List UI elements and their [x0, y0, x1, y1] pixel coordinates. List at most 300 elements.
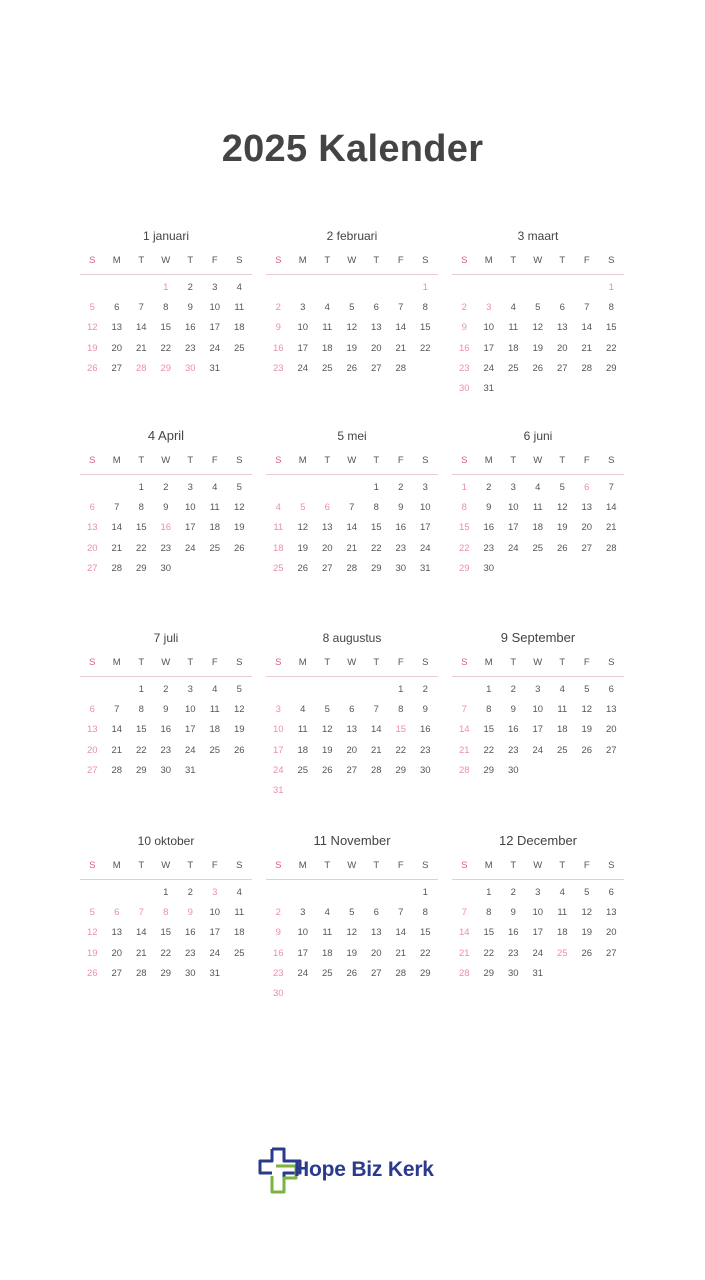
day-cell: 26 — [581, 947, 593, 959]
weekday-label: S — [608, 455, 615, 466]
day-cell: 13 — [370, 927, 382, 939]
week-row — [80, 559, 252, 579]
day-cell: 3 — [212, 887, 218, 898]
weekday-label: F — [583, 860, 590, 871]
day-cell: 16 — [184, 322, 196, 334]
day-cell: 20 — [321, 542, 333, 554]
day-cell: 16 — [507, 927, 519, 939]
day-cell: 9 — [461, 322, 467, 334]
weekday-header — [80, 252, 252, 275]
week-row — [266, 720, 438, 740]
day-cell: 2 — [422, 684, 428, 695]
day-cell: 24 — [483, 362, 495, 374]
day-cell: 16 — [272, 342, 284, 354]
day-cell — [452, 883, 477, 903]
day-cell: 7 — [461, 704, 467, 716]
day-cell: 1 — [138, 482, 144, 493]
day-cell — [550, 559, 575, 579]
day-cell: 3 — [275, 704, 281, 716]
day-cell: 3 — [300, 302, 306, 314]
day-cell: 7 — [138, 302, 144, 314]
day-cell — [526, 559, 551, 579]
day-cell — [178, 559, 203, 579]
day-cell: 17 — [209, 322, 221, 334]
day-cell: 15 — [160, 322, 172, 334]
day-cell: 21 — [581, 342, 593, 354]
day-cell: 19 — [86, 947, 98, 959]
day-cell: 26 — [556, 542, 568, 554]
day-cell: 15 — [419, 927, 431, 939]
day-cell: 7 — [584, 302, 590, 314]
day-cell: 27 — [556, 362, 568, 374]
day-cell: 22 — [483, 947, 495, 959]
weekday-label: S — [422, 455, 429, 466]
month-calendar — [452, 428, 624, 579]
day-cell: 27 — [321, 562, 333, 574]
weekday-header — [452, 857, 624, 880]
month-name: 7 juli — [153, 631, 179, 645]
week-row — [80, 359, 252, 379]
day-cell: 23 — [507, 744, 519, 756]
day-cell — [501, 278, 526, 298]
week-row — [80, 539, 252, 559]
day-cell: 26 — [86, 362, 98, 374]
day-cell: 14 — [395, 322, 407, 334]
weekday-header — [266, 252, 438, 275]
day-cell — [413, 781, 438, 801]
day-cell: 13 — [321, 522, 333, 534]
weekday-label: M — [484, 657, 493, 668]
day-cell: 24 — [532, 947, 544, 959]
day-cell: 8 — [138, 502, 144, 514]
day-cell: 20 — [111, 342, 123, 354]
day-cell: 23 — [160, 744, 172, 756]
week-row — [80, 518, 252, 538]
weekday-label: S — [422, 255, 429, 266]
weekday-label: S — [236, 455, 243, 466]
day-cell: 1 — [486, 887, 492, 898]
weekday-label: W — [533, 255, 543, 266]
weekday-label: W — [533, 657, 543, 668]
day-cell — [550, 964, 575, 984]
week-row — [266, 298, 438, 318]
day-cell: 2 — [163, 684, 169, 695]
week-row — [452, 498, 624, 518]
day-cell: 15 — [135, 724, 147, 736]
day-cell: 6 — [114, 907, 120, 919]
weekday-label: T — [187, 657, 194, 668]
day-cell: 27 — [111, 967, 123, 979]
day-cell: 25 — [556, 744, 568, 756]
weekday-label: S — [275, 657, 282, 668]
day-cell: 22 — [160, 342, 172, 354]
day-cell — [389, 984, 414, 1004]
day-cell: 27 — [111, 362, 123, 374]
day-cell: 8 — [608, 302, 614, 314]
month-calendar — [452, 228, 624, 399]
day-cell: 3 — [486, 302, 492, 314]
day-cell: 4 — [236, 887, 242, 898]
day-cell: 16 — [507, 724, 519, 736]
week-row — [452, 318, 624, 338]
day-cell: 23 — [272, 967, 284, 979]
day-cell: 29 — [419, 967, 431, 979]
day-cell: 11 — [234, 302, 245, 314]
day-cell: 28 — [370, 764, 382, 776]
day-cell: 28 — [458, 764, 470, 776]
weekday-label: T — [138, 455, 145, 466]
day-cell — [129, 883, 154, 903]
day-cell: 1 — [608, 282, 614, 293]
day-cell: 25 — [321, 967, 333, 979]
weekday-label: W — [161, 455, 171, 466]
day-cell: 18 — [556, 927, 568, 939]
day-cell: 20 — [370, 342, 382, 354]
week-row — [266, 944, 438, 964]
month-name: 4 April — [147, 428, 185, 443]
day-cell: 5 — [584, 887, 590, 898]
day-cell — [105, 478, 130, 498]
day-cell: 28 — [135, 967, 147, 979]
weekday-label: M — [484, 255, 493, 266]
day-cell: 7 — [461, 907, 467, 919]
day-cell: 27 — [581, 542, 593, 554]
day-cell: 28 — [458, 967, 470, 979]
day-cell: 22 — [395, 744, 407, 756]
week-row — [452, 379, 624, 399]
weekday-label: S — [89, 455, 96, 466]
day-cell — [575, 964, 600, 984]
day-cell: 3 — [422, 482, 428, 493]
day-cell: 14 — [346, 522, 358, 534]
day-cell: 10 — [209, 302, 221, 314]
weekday-header — [266, 654, 438, 677]
day-cell: 4 — [300, 704, 306, 716]
day-cell: 26 — [86, 967, 98, 979]
day-cell: 18 — [209, 724, 221, 736]
day-cell: 6 — [89, 704, 95, 716]
day-cell: 2 — [461, 302, 467, 314]
day-cell: 5 — [236, 482, 242, 493]
day-cell: 8 — [422, 302, 428, 314]
day-cell: 16 — [458, 342, 470, 354]
day-cell: 19 — [532, 342, 544, 354]
day-cell: 19 — [346, 342, 358, 354]
day-cell: 13 — [605, 907, 617, 919]
day-cell: 9 — [275, 322, 281, 334]
weekday-label: F — [211, 455, 218, 466]
day-cell: 24 — [184, 744, 196, 756]
day-cell: 21 — [135, 947, 147, 959]
day-cell: 22 — [135, 542, 147, 554]
day-cell: 10 — [184, 704, 196, 716]
day-cell: 6 — [114, 302, 120, 314]
day-cell: 29 — [370, 562, 382, 574]
week-row — [266, 680, 438, 700]
day-cell: 24 — [419, 542, 431, 554]
weekday-label: S — [275, 455, 282, 466]
day-cell: 18 — [507, 342, 519, 354]
week-row — [266, 339, 438, 359]
weekday-label: T — [559, 860, 566, 871]
month-calendar — [452, 630, 624, 781]
day-cell: 31 — [184, 764, 196, 776]
day-cell — [291, 478, 316, 498]
day-cell: 2 — [187, 282, 193, 293]
week-row — [80, 883, 252, 903]
day-cell: 4 — [559, 684, 565, 695]
day-cell: 5 — [89, 907, 95, 919]
day-cell — [389, 781, 414, 801]
weekday-label: T — [373, 455, 380, 466]
day-cell: 10 — [483, 322, 495, 334]
day-cell: 24 — [532, 744, 544, 756]
day-cell — [389, 883, 414, 903]
day-cell: 7 — [138, 907, 144, 919]
day-cell: 20 — [605, 724, 617, 736]
weekday-label: W — [347, 455, 357, 466]
weekday-label: F — [397, 657, 404, 668]
day-cell: 3 — [300, 907, 306, 919]
day-cell: 17 — [272, 744, 284, 756]
week-row — [80, 720, 252, 740]
day-cell: 20 — [556, 342, 568, 354]
day-cell: 11 — [209, 502, 220, 514]
weekday-header — [80, 654, 252, 677]
week-row — [80, 944, 252, 964]
week-row — [266, 781, 438, 801]
day-cell — [315, 278, 340, 298]
weekday-label: S — [461, 657, 468, 668]
day-cell: 6 — [559, 302, 565, 314]
day-cell — [526, 278, 551, 298]
day-cell: 13 — [111, 322, 123, 334]
day-cell: 6 — [324, 502, 330, 514]
month-name: 8 augustus — [322, 631, 382, 645]
day-cell — [291, 680, 316, 700]
week-row — [266, 518, 438, 538]
day-cell: 25 — [507, 362, 519, 374]
day-cell: 12 — [346, 322, 358, 334]
day-cell — [599, 559, 624, 579]
day-cell: 6 — [373, 302, 379, 314]
day-cell: 15 — [160, 927, 172, 939]
weekday-label: T — [510, 860, 517, 871]
day-cell: 17 — [483, 342, 495, 354]
week-row — [266, 984, 438, 1004]
day-cell: 29 — [135, 562, 147, 574]
day-cell: 5 — [535, 302, 541, 314]
day-cell: 24 — [209, 342, 221, 354]
day-cell — [526, 761, 551, 781]
weekday-label: S — [461, 255, 468, 266]
day-cell: 29 — [483, 967, 495, 979]
day-cell: 4 — [559, 887, 565, 898]
day-cell: 6 — [373, 907, 379, 919]
day-cell — [315, 984, 340, 1004]
week-row — [80, 741, 252, 761]
day-cell: 28 — [346, 562, 358, 574]
day-cell: 25 — [233, 947, 245, 959]
week-row — [452, 761, 624, 781]
day-cell — [80, 680, 105, 700]
day-cell — [129, 278, 154, 298]
day-cell: 10 — [419, 502, 431, 514]
day-cell: 11 — [322, 927, 333, 939]
day-cell: 10 — [272, 724, 284, 736]
day-cell — [315, 680, 340, 700]
weekday-label: S — [89, 657, 96, 668]
day-cell: 15 — [605, 322, 617, 334]
day-cell — [105, 883, 130, 903]
day-cell: 21 — [111, 542, 123, 554]
day-cell — [575, 761, 600, 781]
week-row — [80, 761, 252, 781]
week-row — [80, 700, 252, 720]
week-row — [452, 741, 624, 761]
month-calendar — [266, 630, 438, 801]
day-cell — [550, 379, 575, 399]
weekday-header — [80, 452, 252, 475]
weekday-label: W — [161, 860, 171, 871]
day-cell: 4 — [275, 502, 281, 514]
weekday-label: T — [187, 860, 194, 871]
day-cell: 11 — [508, 322, 519, 334]
day-cell: 16 — [160, 724, 172, 736]
day-cell: 18 — [321, 342, 333, 354]
day-cell — [550, 761, 575, 781]
week-row — [452, 559, 624, 579]
day-cell: 26 — [346, 967, 358, 979]
day-cell: 23 — [184, 947, 196, 959]
week-row — [266, 761, 438, 781]
week-row — [452, 903, 624, 923]
week-row — [266, 741, 438, 761]
day-cell: 1 — [163, 282, 169, 293]
day-cell: 7 — [398, 302, 404, 314]
day-cell: 22 — [419, 947, 431, 959]
day-cell: 4 — [324, 302, 330, 314]
day-cell: 14 — [135, 927, 147, 939]
weekday-label: W — [533, 860, 543, 871]
day-cell: 3 — [510, 482, 516, 493]
day-cell: 14 — [605, 502, 617, 514]
day-cell — [575, 278, 600, 298]
day-cell: 29 — [483, 764, 495, 776]
weekday-header — [452, 654, 624, 677]
day-cell: 11 — [209, 704, 220, 716]
day-cell: 14 — [395, 927, 407, 939]
day-cell — [80, 883, 105, 903]
day-cell: 11 — [297, 724, 308, 736]
month-calendar — [266, 428, 438, 579]
day-cell: 13 — [605, 704, 617, 716]
day-cell: 22 — [160, 947, 172, 959]
day-cell: 16 — [272, 947, 284, 959]
day-cell: 12 — [297, 522, 309, 534]
day-cell: 21 — [135, 342, 147, 354]
weekday-label: W — [161, 657, 171, 668]
day-cell: 26 — [321, 764, 333, 776]
week-row — [80, 964, 252, 984]
day-cell: 27 — [605, 744, 617, 756]
weekday-label: S — [608, 657, 615, 668]
day-cell: 17 — [209, 927, 221, 939]
day-cell: 18 — [321, 947, 333, 959]
day-cell: 19 — [233, 724, 245, 736]
week-row — [266, 478, 438, 498]
day-cell: 1 — [461, 482, 467, 493]
day-cell: 7 — [373, 704, 379, 716]
logo-text: Hope Biz Kerk — [294, 1158, 434, 1181]
day-cell: 30 — [272, 987, 284, 999]
day-cell: 4 — [212, 684, 218, 695]
day-cell — [80, 478, 105, 498]
day-cell: 27 — [370, 967, 382, 979]
weekday-label: F — [211, 255, 218, 266]
weekday-label: T — [373, 657, 380, 668]
weekday-label: M — [298, 860, 307, 871]
month-name: 10 oktober — [137, 834, 195, 848]
weekday-header — [266, 857, 438, 880]
day-cell: 23 — [483, 542, 495, 554]
day-cell: 3 — [212, 282, 218, 293]
week-row — [452, 944, 624, 964]
day-cell: 3 — [535, 887, 541, 898]
weekday-label: F — [397, 455, 404, 466]
month-calendar — [80, 428, 252, 579]
day-cell: 31 — [483, 382, 495, 394]
day-cell: 17 — [419, 522, 431, 534]
weekday-header — [266, 452, 438, 475]
day-cell: 5 — [300, 502, 306, 514]
weekday-label: T — [559, 255, 566, 266]
day-cell: 24 — [184, 542, 196, 554]
week-row — [266, 278, 438, 298]
weekday-label: T — [324, 860, 331, 871]
day-cell: 30 — [184, 362, 196, 374]
day-cell: 30 — [507, 764, 519, 776]
day-cell — [599, 379, 624, 399]
weekday-label: F — [397, 255, 404, 266]
day-cell: 1 — [373, 482, 379, 493]
day-cell — [477, 278, 502, 298]
day-cell: 8 — [486, 907, 492, 919]
day-cell — [501, 379, 526, 399]
day-cell: 9 — [510, 704, 516, 716]
day-cell: 20 — [370, 947, 382, 959]
day-cell: 13 — [581, 502, 593, 514]
day-cell: 19 — [297, 542, 309, 554]
day-cell: 15 — [395, 724, 407, 736]
week-row — [452, 700, 624, 720]
day-cell: 23 — [184, 342, 196, 354]
weekday-label: F — [583, 255, 590, 266]
day-cell: 6 — [608, 684, 614, 695]
day-cell: 30 — [419, 764, 431, 776]
day-cell: 17 — [297, 342, 309, 354]
day-cell: 11 — [532, 502, 543, 514]
week-row — [80, 278, 252, 298]
day-cell: 7 — [608, 482, 614, 493]
day-cell: 12 — [581, 907, 593, 919]
day-cell: 3 — [187, 482, 193, 493]
day-cell: 24 — [297, 362, 309, 374]
day-cell: 2 — [510, 887, 516, 898]
day-cell: 12 — [532, 322, 544, 334]
day-cell — [575, 559, 600, 579]
week-row — [266, 539, 438, 559]
